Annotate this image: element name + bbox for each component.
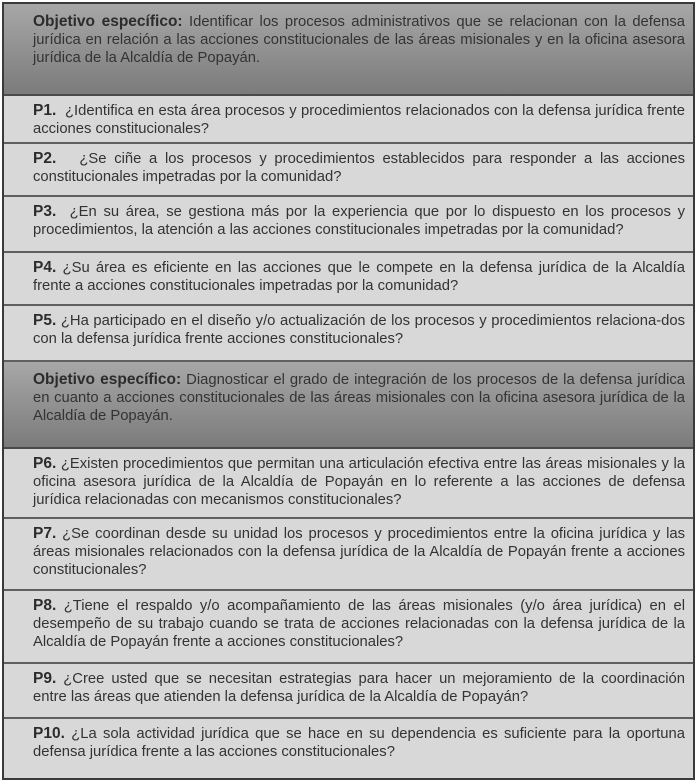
question-text: ¿Se ciñe a los procesos y procedimientos establecidos para responder a las acciones constitucionales impetradas por la comunidad? bbox=[33, 151, 685, 185]
question-id: P8. bbox=[33, 597, 57, 614]
question-row-p5 bbox=[4, 306, 693, 362]
objective-row-1 bbox=[4, 4, 693, 96]
question-row-p6 bbox=[4, 449, 693, 519]
question-text: ¿En su área, se gestiona más por la experiencia que por lo dispuesto en los procesos y procedimientos, la atención a las acciones constitucionales impetradas por la comunidad? bbox=[33, 204, 685, 238]
question-id: P3. bbox=[33, 203, 57, 220]
question-id: P6. bbox=[33, 455, 57, 472]
question-text: ¿Existen procedimientos que permitan una articulación efectiva entre las áreas misionales y la oficina asesora jurídica de la Alcaldía de Popayán en lo referente a las acciones de defensa jurídica relacionadas con mecanismos constitucionales? bbox=[33, 456, 685, 508]
question-row-p4 bbox=[4, 253, 693, 306]
question-text: ¿Cree usted que se necesitan estrategias para hacer un mejoramiento de la coordinación entre las áreas que atienden la defensa jurídica de la Alcaldía de Popayán? bbox=[33, 671, 685, 705]
questionnaire-table bbox=[2, 2, 695, 780]
question-row-p10 bbox=[4, 719, 693, 778]
question-text: ¿Identifica en esta área procesos y procedimientos relacionados con la defensa jurídica frente acciones constitucionales? bbox=[33, 103, 685, 137]
objective-label: Objetivo específico: bbox=[33, 13, 183, 30]
question-row-p8 bbox=[4, 591, 693, 664]
objective-text: Identificar los procesos administrativos que se relacionan con la defensa jurídica en relación a las acciones constitucionales de las áreas misionales y en la oficina asesora jurídica de la Alcaldía de Popayán. bbox=[33, 14, 685, 66]
question-row-p9 bbox=[4, 664, 693, 719]
question-text: ¿Su área es eficiente en las acciones que le compete en la defensa jurídica de la Alcaldía frente a acciones constitucionales impetradas por la comunidad? bbox=[33, 260, 685, 294]
objective-text: Diagnosticar el grado de integración de los procesos de la defensa jurídica en cuanto a acciones constitucionales de las áreas misionales con la oficina asesora jurídica de la Alcaldía de Popayán. bbox=[33, 372, 685, 424]
question-text: ¿Se coordinan desde su unidad los procesos y procedimientos entre la oficina jurídica y las áreas misionales relacionados con la defensa jurídica de la Alcaldía de Popayán frente a acciones constitucionales? bbox=[33, 526, 685, 578]
question-text: ¿Tiene el respaldo y/o acompañamiento de las áreas misionales (y/o área jurídica) en el desempeño de su trabajo cuando se trata de acciones relacionadas con la defensa jurídica de la Alcaldía de Popayán frente a acciones constitucionales? bbox=[33, 598, 685, 650]
question-id: P10. bbox=[33, 725, 65, 742]
question-id: P5. bbox=[33, 312, 57, 329]
objective-row-2 bbox=[4, 362, 693, 449]
question-row-p7 bbox=[4, 519, 693, 591]
question-id: P1. bbox=[33, 102, 57, 119]
question-row-p1 bbox=[4, 96, 693, 144]
question-text: ¿Ha participado en el diseño y/o actualización de los procesos y procedimientos relaciona-dos con la defensa jurídica frente acciones constitucionales? bbox=[33, 313, 685, 347]
question-row-p3 bbox=[4, 197, 693, 253]
question-text: ¿La sola actividad jurídica que se hace en su dependencia es suficiente para la oportuna defensa jurídica frente a las acciones constitucionales? bbox=[33, 726, 685, 760]
question-id: P7. bbox=[33, 525, 57, 542]
objective-label: Objetivo específico: bbox=[33, 371, 182, 388]
question-id: P2. bbox=[33, 150, 57, 167]
question-row-p2 bbox=[4, 144, 693, 197]
question-id: P4. bbox=[33, 259, 57, 276]
question-id: P9. bbox=[33, 670, 57, 687]
